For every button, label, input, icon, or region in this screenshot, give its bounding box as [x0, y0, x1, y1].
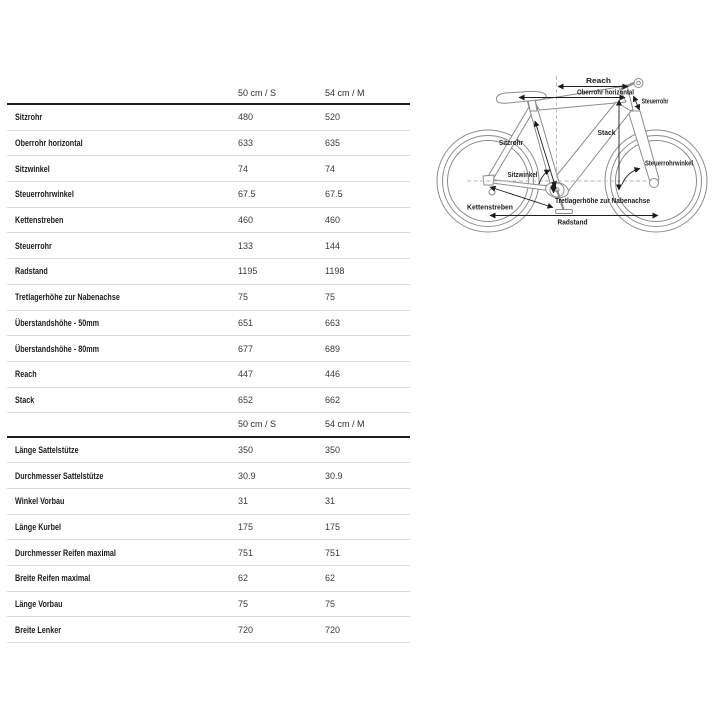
row-label: Oberrohr horizontal [15, 138, 83, 149]
row-label: Breite Reifen maximal [15, 573, 91, 584]
sitzrohr-label: Sitzrohr [499, 140, 524, 147]
steuerrohrwinkel-label: Steuerrohrwinkel [645, 160, 694, 168]
table-row [7, 182, 410, 208]
size-header-row [7, 82, 410, 105]
row-value-m: 662 [325, 394, 341, 405]
reach-label: Reach [586, 78, 611, 85]
size-header-row [7, 413, 410, 437]
table-row [7, 489, 410, 515]
row-value-m: 31 [325, 496, 336, 507]
row-value-s: 460 [238, 215, 254, 226]
row-value-s: 652 [238, 394, 254, 405]
table-row [7, 540, 410, 566]
row-value-m: 460 [325, 215, 341, 226]
row-label: Breite Lenker [15, 624, 62, 635]
size-header-s: 50 cm / S [238, 87, 277, 98]
table-row [7, 515, 410, 541]
row-value-m: 751 [325, 547, 341, 558]
row-value-s: 133 [238, 240, 254, 251]
sitzrohr-arrow [535, 121, 556, 187]
row-label: Überstandshöhe - 80mm [15, 343, 100, 354]
row-value-s: 677 [238, 343, 254, 354]
table-row [7, 388, 410, 414]
table-row [7, 156, 410, 182]
row-value-m: 62 [325, 573, 336, 584]
tretlagerhoehe-label: Tretlagerhöhe zur Nabenachse [555, 198, 651, 205]
row-label: Durchmesser Reifen maximal [15, 547, 116, 558]
handlebar-grip-center [637, 81, 641, 85]
row-value-s: 75 [238, 599, 249, 610]
table-row [7, 131, 410, 157]
row-label: Tretlagerhöhe zur Nabenachse [15, 292, 120, 303]
table-row [7, 233, 410, 259]
row-value-s: 74 [238, 163, 249, 174]
row-value-m: 720 [325, 624, 341, 635]
kettenstreben-label: Kettenstreben [467, 204, 513, 212]
table-row [7, 336, 410, 362]
bike-geometry-diagram [430, 60, 720, 255]
row-value-m: 75 [325, 292, 336, 303]
size-header-m: 54 cm / M [325, 419, 365, 430]
table-row [7, 259, 410, 285]
steuerrohr-arrow [634, 96, 640, 110]
table-row [7, 566, 410, 592]
row-value-s: 720 [238, 624, 254, 635]
rear-derailleur [489, 189, 495, 195]
row-value-s: 31 [238, 496, 249, 507]
row-label: Länge Vorbau [15, 599, 63, 610]
size-header-s: 50 cm / S [238, 419, 277, 430]
row-label: Durchmesser Sattelstütze [15, 470, 104, 481]
row-label: Länge Kurbel [15, 522, 62, 533]
row-value-s: 350 [238, 444, 254, 455]
row-value-s: 175 [238, 522, 254, 533]
row-value-s: 633 [238, 138, 254, 149]
table-row [7, 311, 410, 337]
table-row [7, 617, 410, 643]
row-value-m: 663 [325, 317, 341, 328]
geometry-table [7, 82, 410, 643]
row-value-m: 30.9 [325, 470, 343, 481]
steuerrohr-label: Steuerrohr [641, 98, 669, 106]
row-value-s: 62 [238, 573, 249, 584]
row-value-m: 446 [325, 369, 341, 380]
row-value-s: 751 [238, 547, 254, 558]
row-label: Winkel Vorbau [15, 496, 65, 507]
row-label: Sitzrohr [15, 112, 43, 123]
row-value-s: 1195 [238, 266, 258, 277]
row-value-m: 520 [325, 112, 341, 123]
row-value-m: 75 [325, 599, 336, 610]
row-value-m: 350 [325, 444, 341, 455]
table-row [7, 208, 410, 234]
row-label: Sitzwinkel [15, 163, 50, 174]
row-value-m: 74 [325, 163, 336, 174]
row-value-s: 67.5 [238, 189, 256, 200]
row-label: Stack [15, 394, 35, 405]
row-value-m: 67.5 [325, 189, 343, 200]
stack-label: Stack [597, 130, 616, 137]
table-row [7, 463, 410, 489]
row-label: Steuerrohr [15, 240, 52, 251]
row-value-m: 175 [325, 522, 341, 533]
table-row [7, 438, 410, 464]
row-value-s: 447 [238, 369, 254, 380]
row-value-m: 1198 [325, 266, 345, 277]
row-value-s: 651 [238, 317, 254, 328]
row-label: Länge Sattelstütze [15, 444, 79, 455]
row-value-s: 30.9 [238, 470, 256, 481]
steuerrohrwinkel-arc [622, 169, 640, 185]
row-value-s: 480 [238, 112, 254, 123]
row-label: Kettenstreben [15, 215, 64, 226]
rear-dropout [483, 175, 494, 185]
row-value-m: 689 [325, 343, 341, 354]
row-label: Radstand [15, 266, 48, 277]
row-value-m: 144 [325, 240, 341, 251]
oberrohr-label: Oberrohr horizontal [577, 89, 635, 97]
table-row [7, 285, 410, 311]
row-value-s: 75 [238, 292, 249, 303]
table-row [7, 105, 410, 131]
front-dropout [650, 179, 659, 188]
row-label: Reach [15, 369, 37, 380]
row-label: Überstandshöhe - 50mm [15, 317, 100, 328]
table-row [7, 362, 410, 388]
radstand-label: Radstand [557, 219, 588, 227]
sitzwinkel-label: Sitzwinkel [507, 172, 538, 179]
pedal [556, 210, 573, 214]
table-row [7, 592, 410, 618]
row-label: Steuerrohrwinkel [15, 189, 74, 200]
size-header-m: 54 cm / M [325, 87, 365, 98]
row-value-m: 635 [325, 138, 341, 149]
